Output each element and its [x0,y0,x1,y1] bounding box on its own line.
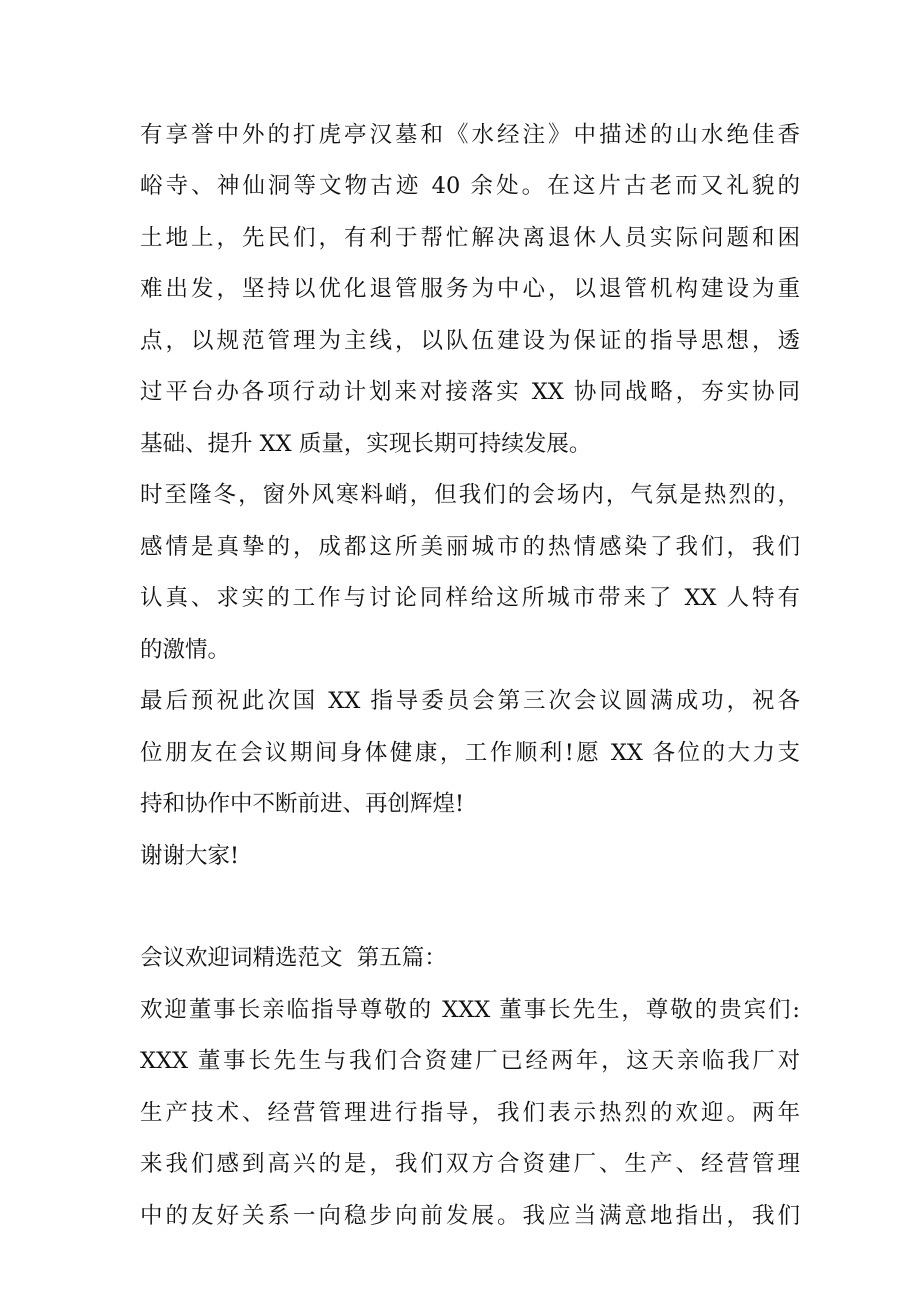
section-heading: 会议欢迎词精选范文 第五篇： [140,945,447,971]
text-line: 来我们感到高兴的是，我们双方合资建厂、生产、经营管理 [140,1151,800,1177]
text-line: 峪寺、神仙洞等文物古迹 40 余处。在这片古老而又礼貌的 [140,173,800,199]
text-line: 的激情。 [140,637,231,663]
text-line: 土地上，先民们，有利于帮忙解决离退休人员实际问题和困 [140,225,800,251]
text-line: 过平台办各项行动计划来对接落实 XX 协同战略，夯实协同 [140,379,800,405]
text-line: 持和协作中不断前进、再创辉煌! [140,791,465,817]
text-line: 认真、求实的工作与讨论同样给这所城市带来了 XX 人特有 [140,585,800,611]
text-line: 感情是真挚的，成都这所美丽城市的热情感染了我们，我们 [140,534,800,560]
text-line: 点，以规范管理为主线，以队伍建设为保证的指导思想，透 [140,328,800,354]
text-line: 中的友好关系一向稳步向前发展。我应当满意地指出，我们 [140,1203,800,1229]
text-line: 位朋友在会议期间身体健康，工作顺利!愿 XX 各位的大力支 [140,740,800,766]
text-line: 生产技术、经营管理进行指导，我们表示热烈的欢迎。两年 [140,1100,800,1126]
text-line: 欢迎董事长亲临指导尊敬的 XXX 董事长先生，尊敬的贵宾们: [140,997,800,1023]
text-line: 最后预祝此次国 XX 指导委员会第三次会议圆满成功，祝各 [140,688,800,714]
text-line: 难出发，坚持以优化退管服务为中心，以退管机构建设为重 [140,276,800,302]
text-line: 谢谢大家! [140,843,240,869]
text-line: 基础、提升 XX 质量，实现长期可持续发展。 [140,431,592,457]
text-line: 时至隆冬，窗外风寒料峭，但我们的会场内，气氛是热烈的， [140,482,800,508]
text-line: 有享誉中外的打虎亭汉墓和《水经注》中描述的山水绝佳香 [140,122,800,148]
text-line: XXX 董事长先生与我们合资建厂已经两年，这天亲临我厂对 [140,1048,800,1074]
